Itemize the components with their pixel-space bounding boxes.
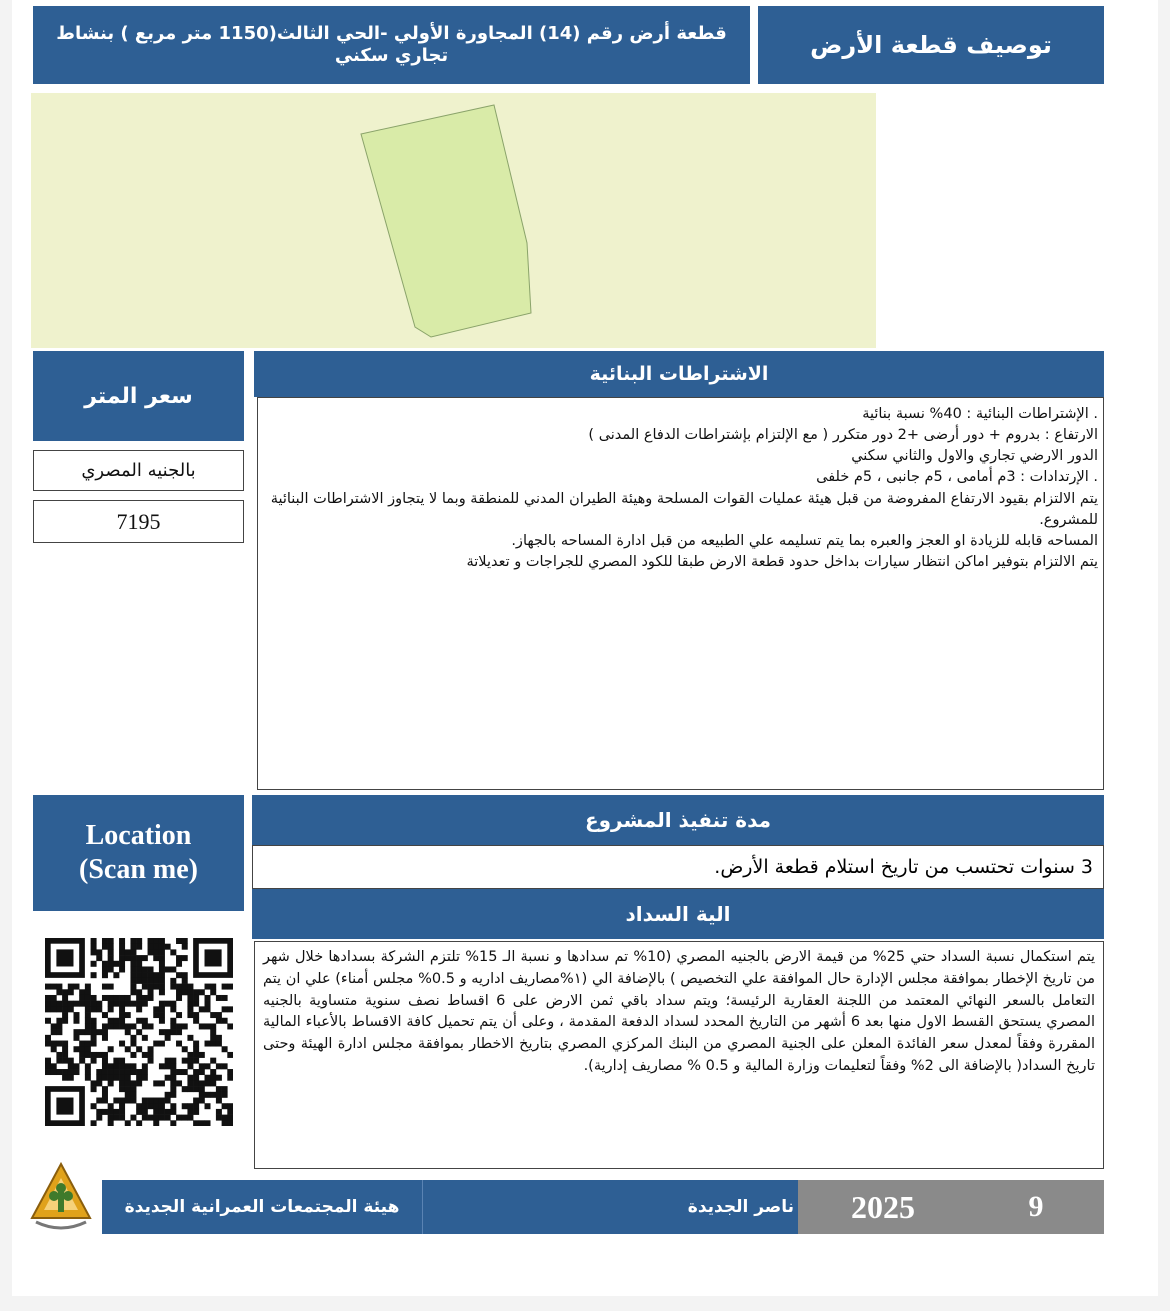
location-qr-code[interactable] <box>45 938 233 1126</box>
duration-text: 3 سنوات تحتسب من تاريخ استلام قطعة الأرض. <box>252 845 1104 889</box>
scan-me-label: (Scan me) <box>79 854 198 885</box>
location-box <box>33 795 244 911</box>
footer-page-number: 9 <box>968 1180 1104 1234</box>
payment-title: الية السداد <box>252 889 1104 939</box>
price-per-meter-title: سعر المتر <box>33 351 244 441</box>
building-conditions-body <box>257 397 1104 790</box>
condition-line: . الإرتدادات : 3م أمامى ، 5م جانبى ، 5م خلفى <box>816 469 1098 486</box>
condition-line: يتم الالتزام بقيود الارتفاع المفروضة من قبل هيئة عمليات القوات المسلحة وهيئة الطيران المدني للمنطقة وبما لا يتجاوز الاشتراطات البنائية للمشروع. <box>270 490 1098 528</box>
price-currency: بالجنيه المصري <box>33 450 244 491</box>
duration-title: مدة تنفيذ المشروع <box>252 795 1104 845</box>
footer-authority: هيئة المجتمعات العمرانية الجديدة <box>102 1180 422 1234</box>
footer-city: ناصر الجديدة <box>422 1180 798 1234</box>
parcel-map-drawing <box>31 93 876 348</box>
condition-line: المساحه قابله للزيادة او العجز والعبره بما يتم تسليمه علي الطبيعه من قبل ادارة المساحه بالجهاز. <box>511 532 1098 549</box>
price-value: 7195 <box>33 500 244 543</box>
building-conditions-title: الاشتراطات البنائية <box>254 351 1104 397</box>
plot-description: قطعة أرض رقم (14) المجاورة الأولي -الحي الثالث(1150 متر مربع ) بنشاط تجاري سكني <box>33 6 750 84</box>
condition-line: الارتفاع : بدروم + دور أرضى +2 دور متكرر ( مع الإلتزام بإشتراطات الدفاع المدنى ) <box>588 427 1098 444</box>
footer-year: 2025 <box>798 1180 968 1234</box>
condition-line: . الإشتراطات البنائية : 40% نسبة بنائية <box>862 406 1098 422</box>
authority-logo-icon <box>28 1160 94 1234</box>
parcel-shape <box>361 105 531 337</box>
location-label: Location <box>85 820 192 852</box>
qr-code-icon <box>45 938 233 1126</box>
section-title: توصيف قطعة الأرض <box>758 6 1104 84</box>
condition-line: الدور الارضي تجاري والاول والثاني سكني <box>851 448 1098 465</box>
payment-text: يتم استكمال نسبة السداد حتي 25% من قيمة الارض بالجنيه المصري (10% تم سدادها و نسبة الـ 15% تلتزم الشركة بسدادها خلال شهر من تاريخ الإخطار بموافقة مجلس الإدارة حال الموافقة علي التخصيص ) بالإضافة الي (١%مصاريف اداريه و 0.5% مجلس أمناء) علي ان يتم التعامل بالسعر النهائي المعتمد من اللجنة العقارية الرئيسة؛ ويتم سداد باقي ثمن الارض على 6 اقساط نصف سنوية متساوية بالجنيه المصري يستحق القسط الاول منها بعد 6 أشهر من التاريخ المحدد لسداد الدفعة المقدمة ، وعلى أن يتم تحميل كافة الاقساط بالأعباء المالية المقررة وفقاً لمعدل سعر الفائدة المعلن على الجنية المصري من البنك المركزي المصري بتاريخ الاخطار بموافقة مجلس ادارة الهيئة وحتى تاريخ السداد( بالإضافة الى 2% وفقاً لتعليمات وزارة المالية و 0.5 % مصاريف إدارية). <box>254 941 1104 1169</box>
condition-line: يتم الالتزام بتوفير اماكن انتظار سيارات بداخل حدود قطعة الارض طبقا للكود المصري للجراجات و تعديلاتة <box>466 554 1098 571</box>
parcel-map <box>31 93 876 348</box>
